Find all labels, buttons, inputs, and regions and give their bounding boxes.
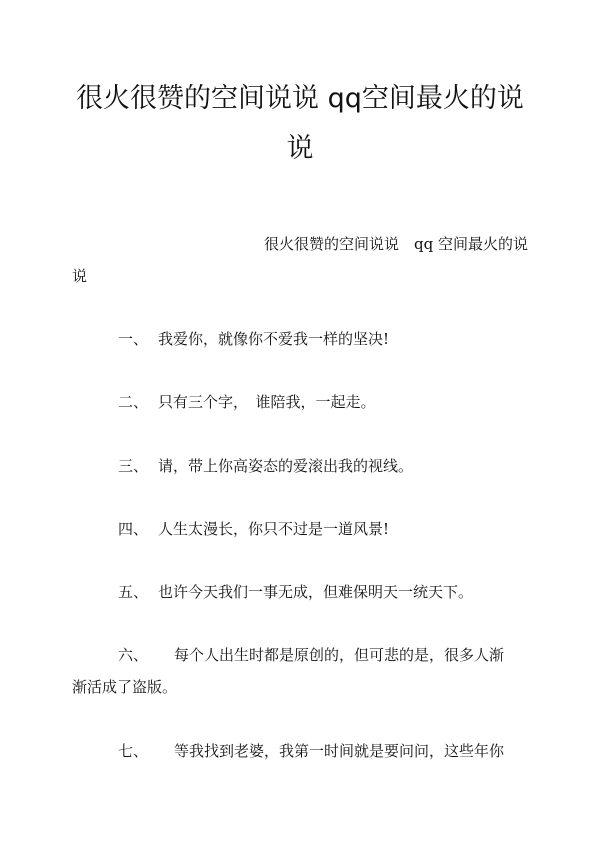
document-title	[40, 74, 560, 174]
item-number: 六、	[118, 646, 149, 664]
item-number: 七、	[118, 742, 149, 760]
item-text: 我爱你，就像你不爱我一样的坚决!	[158, 330, 390, 348]
title-line-1: 很火很赞的空间说说 qq空间最火的说	[76, 83, 524, 114]
list-item	[118, 386, 530, 418]
list-item	[118, 576, 530, 608]
item-text: 人生太漫长，你只不过是一道风景!	[158, 520, 390, 538]
item-text: 也许今天我们一事无成，但难保明天一统天下。	[158, 583, 474, 601]
list-item	[118, 639, 560, 671]
item-text: 只有三个字， 谁陪我，一起走。	[158, 393, 376, 411]
item-number: 一、	[118, 330, 149, 348]
list-item	[118, 735, 560, 767]
list-item	[118, 513, 530, 545]
list-item	[118, 450, 530, 482]
subtitle-line-2: 说	[72, 267, 88, 285]
item-text: 等我找到老婆，我第一时间就是要问问，这些年你	[174, 742, 505, 760]
item-text: 请，带上你高姿态的爱滚出我的视线。	[158, 457, 414, 475]
item-number: 四、	[118, 520, 149, 538]
item-number: 三、	[118, 457, 149, 475]
item-text: 每个人出生时都是原创的，但可悲的是，很多人渐	[174, 646, 505, 664]
title-line-2: 说	[286, 133, 314, 164]
list-item	[118, 323, 530, 355]
item-continuation: 渐活成了盗版。	[72, 678, 178, 696]
subtitle-line-1: 很火很赞的空间说说 qq 空间最火的说	[264, 235, 528, 253]
item-number: 二、	[118, 393, 149, 411]
item-number: 五、	[118, 583, 149, 601]
